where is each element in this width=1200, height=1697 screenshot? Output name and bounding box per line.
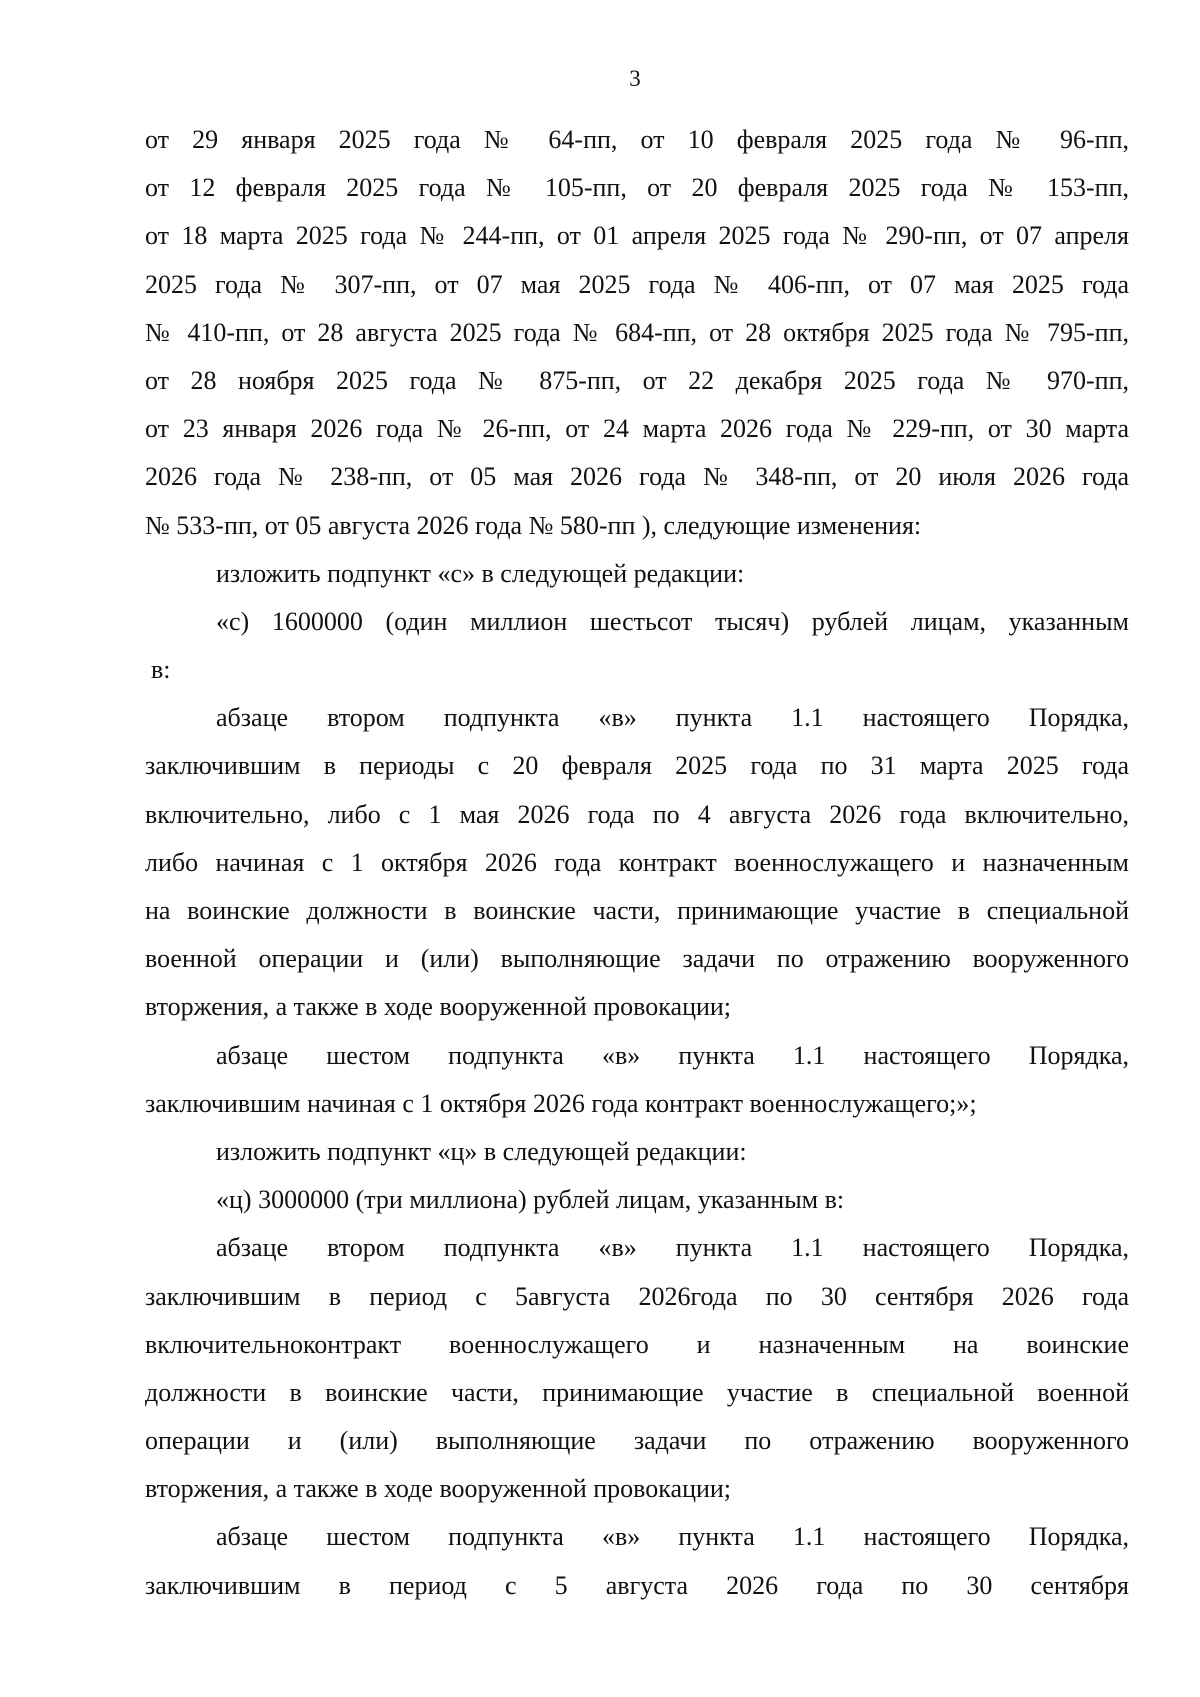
text-line: от 12 февраля 2025 года № 105-пп, от 20 февраля 2025 года № 153-пп,: [145, 173, 1129, 203]
text-line: абзаце втором подпункта «в» пункта 1.1 настоящего Порядка,: [216, 1233, 1129, 1263]
text-line: № 410-пп, от 28 августа 2025 года № 684-пп, от 28 октября 2025 года № 795-пп,: [145, 317, 1129, 347]
text-line: от 18 марта 2025 года № 244-пп, от 01 апреля 2025 года № 290-пп, от 07 апреля: [145, 221, 1129, 251]
text-line: вторжения, а также в ходе вооруженной провокации;: [145, 1474, 732, 1504]
text-line: включительно, либо с 1 мая 2026 года по 4 августа 2026 года включительно,: [145, 799, 1129, 829]
text-line: от 29 января 2025 года № 64-пп, от 10 февраля 2025 года № 96-пп,: [145, 125, 1129, 154]
text-line: на воинские должности в воинские части, принимающие участие в специальной: [145, 896, 1129, 925]
text-line: операции и (или) выполняющие задачи по отражению вооруженного: [145, 1426, 1129, 1456]
text-line: либо начиная с 1 октября 2026 года контракт военнослужащего и назначенным: [145, 847, 1129, 877]
text-line: заключившим в период с 5 августа 2026 года по 30 сентября: [145, 1570, 1129, 1600]
text-line: вторжения, а также в ходе вооруженной провокации;: [145, 992, 732, 1022]
text-line: от 28 ноября 2025 года № 875-пп, от 22 декабря 2025 года № 970-пп,: [145, 365, 1129, 395]
text-line: № 533-пп, от 05 августа 2026 года № 580-пп ), следующие изменения:: [145, 510, 922, 540]
text-line: абзаце шестом подпункта «в» пункта 1.1 настоящего Порядка,: [216, 1040, 1129, 1070]
document-body: [145, 116, 1129, 1610]
text-line: абзаце шестом подпункта «в» пункта 1.1 настоящего Порядка,: [216, 1522, 1129, 1552]
text-line: заключившим в период с 5августа 2026года по 30 сентября 2026 года: [145, 1281, 1129, 1311]
text-line: «с) 1600000 (один миллион шестьсот тысяч) рублей лицам, указанным: [216, 606, 1129, 636]
text-line: изложить подпункт «с» в следующей редакции:: [216, 558, 745, 588]
text-line: 2025 года № 307-пп, от 07 мая 2025 года № 406-пп, от 07 мая 2025 года: [145, 269, 1129, 299]
text-line: 2026 года № 238-пп, от 05 мая 2026 года № 348-пп, от 20 июля 2026 года: [145, 462, 1129, 492]
text-line: военной операции и (или) выполняющие задачи по отражению вооруженного: [145, 944, 1129, 974]
page-number: 3: [629, 66, 641, 91]
text-line: «ц) 3000000 (три миллиона) рублей лицам, указанным в:: [216, 1185, 845, 1215]
text-line: от 23 января 2026 года № 26-пп, от 24 марта 2026 года № 229-пп, от 30 марта: [145, 414, 1129, 444]
text-line: включительноконтракт военнослужащего и назначенным на воинские: [145, 1329, 1129, 1359]
text-line: изложить подпункт «ц» в следующей редакции:: [216, 1136, 747, 1166]
text-line: заключившим начиная с 1 октября 2026 года контракт военнослужащего;»;: [145, 1088, 977, 1118]
text-line: в:: [151, 655, 171, 685]
text-line: заключившим в периоды с 20 февраля 2025 года по 31 марта 2025 года: [145, 751, 1129, 781]
text-line: должности в воинские части, принимающие участие в специальной военной: [145, 1377, 1129, 1407]
text-line: абзаце втором подпункта «в» пункта 1.1 настоящего Порядка,: [216, 703, 1129, 733]
